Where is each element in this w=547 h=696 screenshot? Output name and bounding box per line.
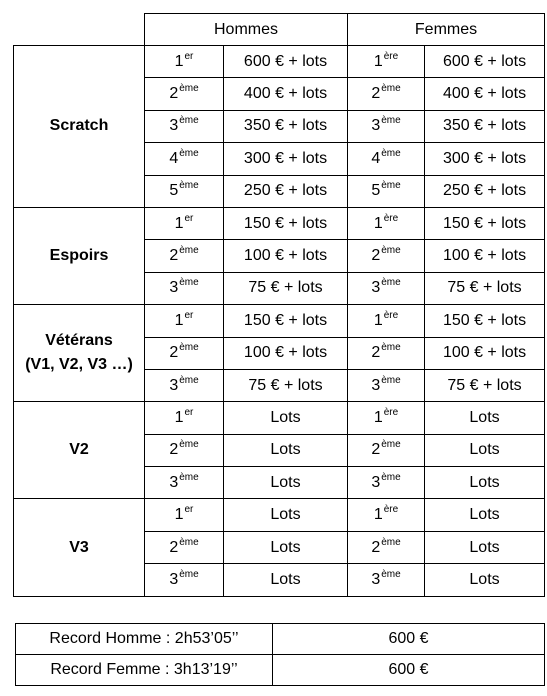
men-rank-suffix: ème: [179, 342, 199, 354]
women-rank-number: 2: [371, 344, 381, 362]
women-rank-suffix: ème: [381, 147, 401, 159]
women-rank-suffix: ème: [381, 180, 401, 192]
men-rank: [145, 207, 224, 239]
men-prize: 100 € + lots: [224, 337, 348, 369]
women-rank-number: 3: [371, 376, 381, 394]
women-prize: 75 € + lots: [425, 369, 545, 401]
category-name: Espoirs: [49, 247, 109, 265]
record-prize: 600 €: [273, 624, 545, 655]
header-row: [14, 14, 545, 46]
record-label: Record Homme : 2h53’05’’: [16, 624, 273, 655]
women-rank-suffix: ème: [381, 83, 401, 95]
men-prize: 300 € + lots: [224, 143, 348, 175]
women-rank: [348, 402, 425, 434]
women-rank: [348, 499, 425, 531]
men-rank: [145, 78, 224, 110]
category-name: Vétérans: [45, 332, 113, 350]
prize-row: [14, 402, 545, 434]
men-prize: 250 € + lots: [224, 175, 348, 207]
women-prize: 600 € + lots: [425, 46, 545, 78]
men-rank-suffix: ème: [179, 568, 199, 580]
women-rank-suffix: ème: [381, 115, 401, 127]
men-prize: 150 € + lots: [224, 305, 348, 337]
category-subname: (V1, V2, V3 …): [25, 356, 133, 374]
men-rank-suffix: er: [184, 406, 194, 418]
men-rank-number: 2: [169, 344, 179, 362]
men-rank-number: 2: [169, 247, 179, 265]
women-rank-number: 1: [373, 214, 383, 232]
category-cell: [14, 499, 145, 596]
men-rank-number: 3: [169, 473, 179, 491]
men-rank: [145, 337, 224, 369]
men-prize: 350 € + lots: [224, 110, 348, 142]
women-prize: 300 € + lots: [425, 143, 545, 175]
prize-table-body: [14, 14, 545, 597]
prize-row: [14, 305, 545, 337]
women-rank: [348, 369, 425, 401]
women-rank-number: 4: [371, 149, 381, 167]
women-prize: Lots: [425, 499, 545, 531]
women-rank: [348, 207, 425, 239]
men-rank-suffix: ème: [179, 374, 199, 386]
men-prize: 400 € + lots: [224, 78, 348, 110]
category-cell: [14, 207, 145, 304]
men-rank-suffix: ème: [179, 245, 199, 257]
men-rank-suffix: er: [184, 212, 194, 224]
men-rank: [145, 143, 224, 175]
category-name: Scratch: [49, 117, 109, 135]
prize-row: [14, 499, 545, 531]
women-rank: [348, 467, 425, 499]
women-rank-suffix: ème: [381, 536, 401, 548]
men-rank: [145, 110, 224, 142]
women-rank: [348, 305, 425, 337]
women-rank-suffix: ème: [381, 439, 401, 451]
record-row: [16, 655, 545, 686]
men-prize: Lots: [224, 402, 348, 434]
category-cell: [14, 402, 145, 499]
women-rank-number: 2: [371, 85, 381, 103]
prize-row: [14, 207, 545, 239]
men-rank-number: 4: [169, 149, 179, 167]
women-rank: [348, 564, 425, 596]
men-prize: Lots: [224, 499, 348, 531]
men-rank: [145, 402, 224, 434]
men-rank-number: 2: [169, 85, 179, 103]
women-prize: Lots: [425, 564, 545, 596]
women-prize: 100 € + lots: [425, 240, 545, 272]
men-rank: [145, 531, 224, 563]
women-rank-suffix: ère: [383, 212, 399, 224]
women-rank-suffix: ère: [383, 406, 399, 418]
women-rank: [348, 78, 425, 110]
men-rank: [145, 499, 224, 531]
men-rank-suffix: er: [184, 50, 194, 62]
women-rank: [348, 272, 425, 304]
women-rank-suffix: ère: [383, 504, 399, 516]
women-rank-suffix: ère: [383, 309, 399, 321]
women-rank: [348, 143, 425, 175]
men-rank-suffix: ème: [179, 115, 199, 127]
record-row: [16, 624, 545, 655]
women-rank-number: 2: [371, 441, 381, 459]
women-prize: 400 € + lots: [425, 78, 545, 110]
women-prize: 75 € + lots: [425, 272, 545, 304]
women-rank-suffix: ème: [381, 471, 401, 483]
men-prize: 150 € + lots: [224, 207, 348, 239]
men-rank-number: 1: [174, 506, 184, 524]
men-rank: [145, 46, 224, 78]
women-rank: [348, 240, 425, 272]
men-prize: Lots: [224, 531, 348, 563]
women-rank: [348, 46, 425, 78]
women-prize: 250 € + lots: [425, 175, 545, 207]
men-rank-number: 3: [169, 376, 179, 394]
men-rank: [145, 240, 224, 272]
men-rank-suffix: er: [184, 309, 194, 321]
record-label: Record Femme : 3h13’19’’: [16, 655, 273, 686]
record-table-body: [16, 624, 545, 686]
men-prize: 75 € + lots: [224, 272, 348, 304]
category-name: V2: [69, 441, 89, 459]
women-rank-number: 3: [371, 279, 381, 297]
women-rank: [348, 337, 425, 369]
women-rank-number: 5: [371, 182, 381, 200]
men-rank: [145, 434, 224, 466]
men-rank-number: 3: [169, 117, 179, 135]
men-rank-suffix: ème: [179, 147, 199, 159]
women-prize: Lots: [425, 531, 545, 563]
women-rank: [348, 175, 425, 207]
men-rank-suffix: ème: [179, 536, 199, 548]
category-name: V3: [69, 538, 89, 556]
men-rank-number: 1: [174, 52, 184, 70]
men-rank-number: 5: [169, 182, 179, 200]
men-prize: 75 € + lots: [224, 369, 348, 401]
men-rank-number: 3: [169, 279, 179, 297]
women-rank-number: 3: [371, 473, 381, 491]
men-rank: [145, 467, 224, 499]
women-rank-suffix: ère: [383, 50, 399, 62]
men-rank-suffix: ème: [179, 277, 199, 289]
women-rank: [348, 434, 425, 466]
women-rank-number: 2: [371, 247, 381, 265]
prize-row: [14, 46, 545, 78]
women-rank-number: 3: [371, 117, 381, 135]
women-rank-number: 2: [371, 538, 381, 556]
men-rank-number: 1: [174, 214, 184, 232]
women-prize: Lots: [425, 434, 545, 466]
men-rank: [145, 175, 224, 207]
prize-table: [13, 13, 545, 597]
women-rank-suffix: ème: [381, 568, 401, 580]
women-rank-number: 1: [373, 52, 383, 70]
men-rank-suffix: er: [184, 504, 194, 516]
men-rank: [145, 369, 224, 401]
men-rank-suffix: ème: [179, 180, 199, 192]
category-cell: [14, 305, 145, 402]
men-rank: [145, 272, 224, 304]
men-prize: 600 € + lots: [224, 46, 348, 78]
men-rank-suffix: ème: [179, 83, 199, 95]
men-rank-number: 1: [174, 408, 184, 426]
women-rank-number: 1: [373, 408, 383, 426]
women-rank-suffix: ème: [381, 342, 401, 354]
men-rank-number: 3: [169, 570, 179, 588]
men-rank: [145, 305, 224, 337]
women-prize: 350 € + lots: [425, 110, 545, 142]
women-rank-number: 3: [371, 570, 381, 588]
record-prize: 600 €: [273, 655, 545, 686]
women-prize: 150 € + lots: [425, 305, 545, 337]
record-table: [15, 623, 545, 686]
empty-corner-cell: [14, 14, 145, 46]
men-prize: 100 € + lots: [224, 240, 348, 272]
men-prize: Lots: [224, 434, 348, 466]
men-rank-number: 2: [169, 441, 179, 459]
women-prize: 100 € + lots: [425, 337, 545, 369]
women-rank-number: 1: [373, 506, 383, 524]
women-prize: 150 € + lots: [425, 207, 545, 239]
men-rank-suffix: ème: [179, 471, 199, 483]
women-header: Femmes: [348, 14, 545, 46]
women-prize: Lots: [425, 467, 545, 499]
men-header: Hommes: [145, 14, 348, 46]
men-prize: Lots: [224, 564, 348, 596]
women-rank: [348, 531, 425, 563]
women-rank-number: 1: [373, 311, 383, 329]
women-rank: [348, 110, 425, 142]
women-prize: Lots: [425, 402, 545, 434]
men-prize: Lots: [224, 467, 348, 499]
women-rank-suffix: ème: [381, 245, 401, 257]
men-rank: [145, 564, 224, 596]
women-rank-suffix: ème: [381, 277, 401, 289]
category-cell: [14, 46, 145, 208]
women-rank-suffix: ème: [381, 374, 401, 386]
men-rank-number: 1: [174, 311, 184, 329]
men-rank-suffix: ème: [179, 439, 199, 451]
men-rank-number: 2: [169, 538, 179, 556]
